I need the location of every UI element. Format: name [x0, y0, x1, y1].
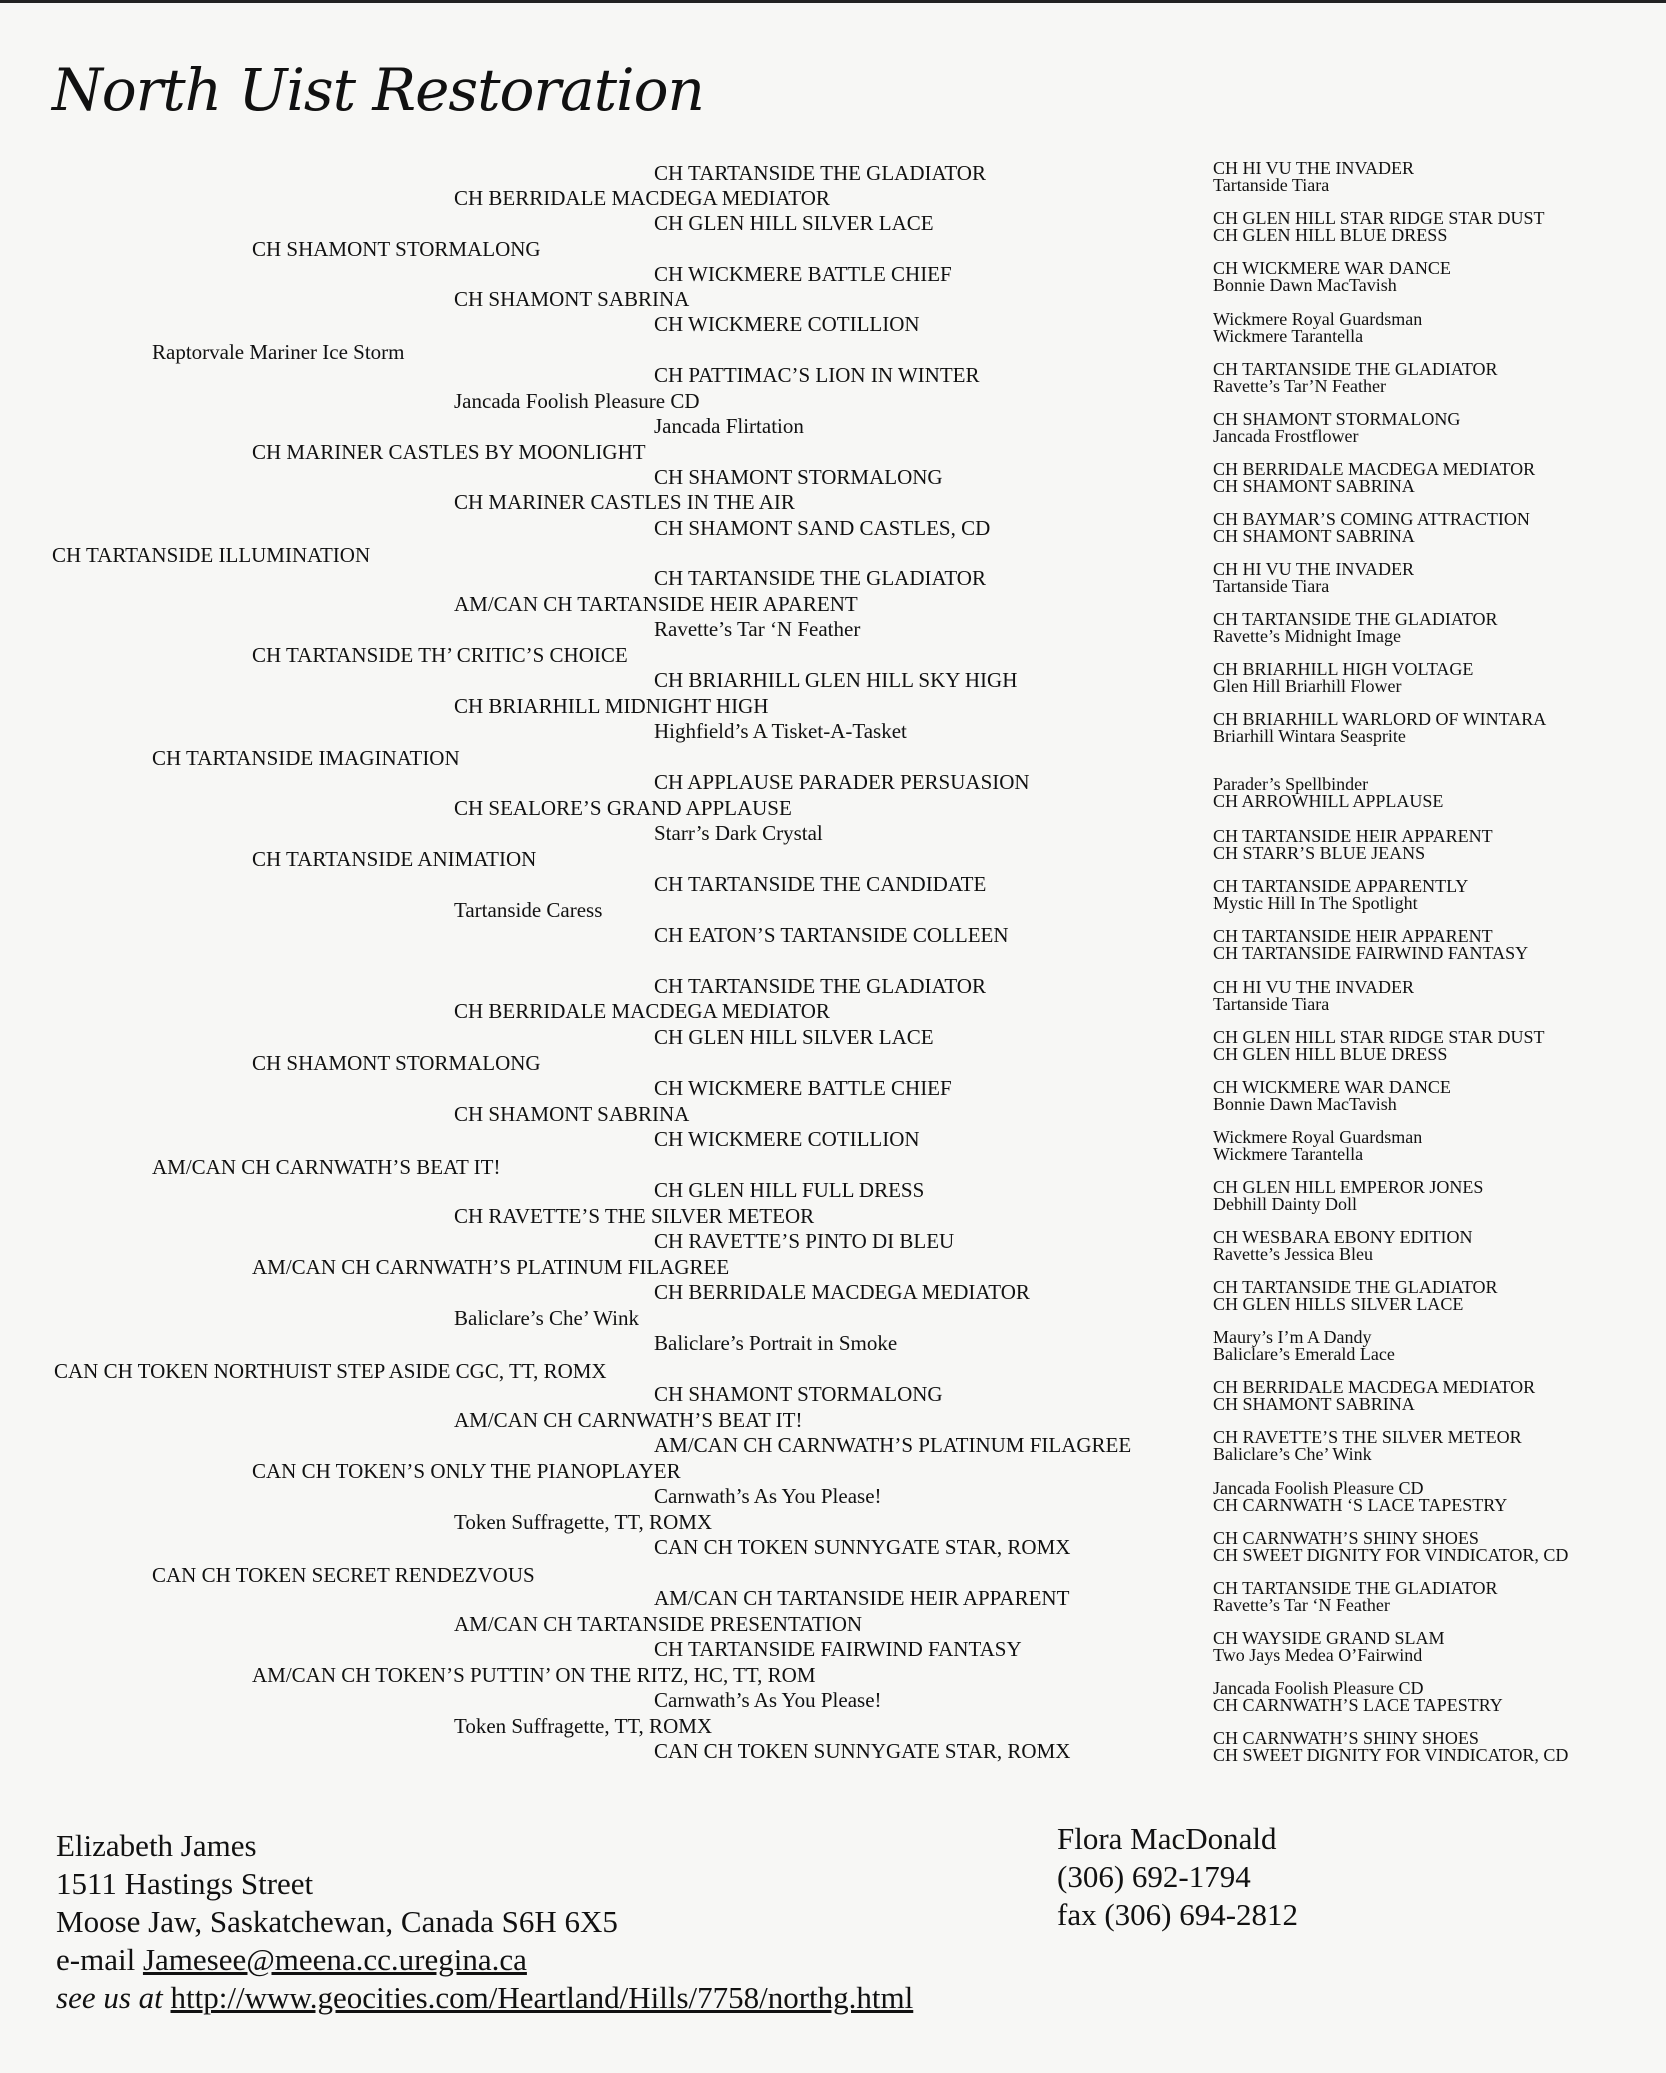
ancestor-sire: CH TARTANSIDE APPARENTLY — [1213, 876, 1469, 896]
pedigree-entry: Carnwath’s As You Please! — [654, 1484, 882, 1508]
contact-fax: fax (306) 694-2812 — [1057, 1897, 1299, 1932]
ancestor-dam: CH SWEET DIGNITY FOR VINDICATOR, CD — [1213, 1745, 1569, 1765]
pedigree-entry: CAN CH TOKEN’S ONLY THE PIANOPLAYER — [252, 1459, 681, 1483]
pedigree-entry: AM/CAN CH CARNWATH’S PLATINUM FILAGREE — [252, 1255, 730, 1279]
ancestor-sire: CH BRIARHILL HIGH VOLTAGE — [1213, 659, 1474, 679]
pedigree-entry: AM/CAN CH TOKEN’S PUTTIN’ ON THE RITZ, HC, TT, ROM — [252, 1663, 816, 1687]
ancestor-sire: CH GLEN HILL STAR RIDGE STAR DUST — [1213, 1027, 1545, 1047]
ancestor-dam: CH ARROWHILL APPLAUSE — [1213, 791, 1444, 811]
contact-street: 1511 Hastings Street — [56, 1866, 314, 1901]
pedigree-entry: CH TARTANSIDE ILLUMINATION — [52, 543, 371, 567]
website-link[interactable]: http://www.geocities.com/Heartland/Hills/7758/northg.html — [170, 1980, 914, 2015]
pedigree-entry: CH PATTIMAC’S LION IN WINTER — [654, 363, 980, 387]
ancestor-pair — [1213, 561, 1414, 595]
ancestor-pair — [1213, 260, 1451, 294]
pedigree-entry: CH SHAMONT SABRINA — [454, 287, 690, 311]
ancestor-pair — [1213, 361, 1498, 395]
pedigree-entry: AM/CAN CH CARNWATH’S PLATINUM FILAGREE — [654, 1433, 1132, 1457]
ancestor-pair — [1213, 1179, 1483, 1213]
ancestor-sire: CH HI VU THE INVADER — [1213, 158, 1415, 178]
ancestor-pair — [1213, 1730, 1568, 1764]
ancestor-sire: CH TARTANSIDE THE GLADIATOR — [1213, 1277, 1498, 1297]
ancestor-pair — [1213, 1530, 1568, 1564]
contact-left — [56, 1827, 913, 2017]
contact-phone: (306) 692-1794 — [1057, 1859, 1251, 1894]
ancestor-pair — [1213, 1580, 1498, 1614]
ancestor-pair — [1213, 1379, 1535, 1413]
ancestor-dam: Ravette’s Midnight Image — [1213, 626, 1401, 646]
pedigree-entry: CH RAVETTE’S THE SILVER METEOR — [454, 1204, 815, 1228]
pedigree-entry: CH BERRIDALE MACDEGA MEDIATOR — [454, 186, 830, 210]
ancestor-sire: CH WAYSIDE GRAND SLAM — [1213, 1628, 1445, 1648]
ancestor-dam: Wickmere Tarantella — [1213, 1144, 1364, 1164]
pedigree-entry: CH APPLAUSE PARADER PERSUASION — [654, 770, 1030, 794]
ancestor-dam: CH GLEN HILLS SILVER LACE — [1213, 1294, 1464, 1314]
pedigree-entry: CH TARTANSIDE ANIMATION — [252, 847, 537, 871]
pedigree-entry: CH GLEN HILL SILVER LACE — [654, 211, 934, 235]
top-border-line — [0, 0, 1666, 3]
ancestor-pair — [1213, 661, 1473, 695]
ancestor-pair — [1213, 878, 1468, 912]
ancestor-pair — [1213, 979, 1414, 1013]
pedigree-entry: CH BRIARHILL GLEN HILL SKY HIGH — [654, 668, 1018, 692]
ancestor-sire: CH BERRIDALE MACDEGA MEDIATOR — [1213, 459, 1536, 479]
pedigree-entry: CH WICKMERE COTILLION — [654, 312, 920, 336]
ancestor-sire: CH HI VU THE INVADER — [1213, 559, 1415, 579]
ancestor-dam: CH STARR’S BLUE JEANS — [1213, 843, 1426, 863]
pedigree-entry: CH TARTANSIDE THE GLADIATOR — [654, 974, 986, 998]
pedigree-entry: CH SEALORE’S GRAND APPLAUSE — [454, 796, 792, 820]
pedigree-entry: CH GLEN HILL SILVER LACE — [654, 1025, 934, 1049]
pedigree-entry: CH WICKMERE BATTLE CHIEF — [654, 262, 952, 286]
pedigree-entry: AM/CAN CH TARTANSIDE PRESENTATION — [454, 1612, 863, 1636]
ancestor-sire: Parader’s Spellbinder — [1213, 774, 1369, 794]
ancestor-dam: CH SHAMONT SABRINA — [1213, 476, 1415, 496]
pedigree-entry: CH TARTANSIDE FAIRWIND FANTASY — [654, 1637, 1022, 1661]
ancestor-sire: CH TARTANSIDE THE GLADIATOR — [1213, 359, 1498, 379]
pedigree-entry: Token Suffragette, TT, ROMX — [454, 1510, 713, 1534]
pedigree-entry: Baliclare’s Portrait in Smoke — [654, 1331, 898, 1355]
email-line — [56, 1941, 913, 1979]
pedigree-entry: AM/CAN CH TARTANSIDE HEIR APPARENT — [654, 1586, 1070, 1610]
pedigree-entry: CH TARTANSIDE TH’ CRITIC’S CHOICE — [252, 643, 628, 667]
pedigree-entry: Tartanside Caress — [454, 898, 603, 922]
ancestor-pair — [1213, 160, 1414, 194]
ancestor-sire: Wickmere Royal Guardsman — [1213, 309, 1423, 329]
pedigree-entry: CH MARINER CASTLES IN THE AIR — [454, 490, 795, 514]
ancestor-sire: CH WICKMERE WAR DANCE — [1213, 258, 1451, 278]
ancestor-pair — [1213, 711, 1546, 745]
pedigree-entry: CH BERRIDALE MACDEGA MEDIATOR — [454, 999, 830, 1023]
ancestor-pair — [1213, 1129, 1422, 1163]
ancestor-dam: CH SWEET DIGNITY FOR VINDICATOR, CD — [1213, 1545, 1569, 1565]
pedigree-entry: AM/CAN CH CARNWATH’S BEAT IT! — [454, 1408, 803, 1432]
ancestor-pair — [1213, 1029, 1544, 1063]
pedigree-entry: CAN CH TOKEN NORTHUIST STEP ASIDE CGC, TT, ROMX — [54, 1359, 607, 1383]
pedigree-entry: Jancada Foolish Pleasure CD — [454, 389, 700, 413]
ancestor-sire: CH GLEN HILL EMPEROR JONES — [1213, 1177, 1484, 1197]
ancestor-pair — [1213, 828, 1493, 862]
pedigree-entry: CH SHAMONT SAND CASTLES, CD — [654, 516, 991, 540]
ancestor-dam: Wickmere Tarantella — [1213, 326, 1364, 346]
ancestor-dam: Baliclare’s Emerald Lace — [1213, 1344, 1395, 1364]
ancestor-sire: CH WICKMERE WAR DANCE — [1213, 1077, 1451, 1097]
pedigree-entry: AM/CAN CH TARTANSIDE HEIR APARENT — [454, 592, 858, 616]
pedigree-entry: CH SHAMONT SABRINA — [454, 1102, 690, 1126]
contact-city: Moose Jaw, Saskatchewan, Canada S6H 6X5 — [56, 1904, 618, 1939]
ancestor-sire: CH RAVETTE’S THE SILVER METEOR — [1213, 1427, 1522, 1447]
ancestor-pair — [1213, 1079, 1451, 1113]
pedigree-entry: CH SHAMONT STORMALONG — [654, 465, 943, 489]
pedigree-entry: CH GLEN HILL FULL DRESS — [654, 1178, 925, 1202]
ancestor-dam: Glen Hill Briarhill Flower — [1213, 676, 1402, 696]
ancestor-pair — [1213, 1229, 1473, 1263]
ancestor-sire: Jancada Foolish Pleasure CD — [1213, 1478, 1424, 1498]
ancestor-sire: CH GLEN HILL STAR RIDGE STAR DUST — [1213, 208, 1545, 228]
ancestor-pair — [1213, 1429, 1522, 1463]
pedigree-entry: Starr’s Dark Crystal — [654, 821, 823, 845]
contact-name: Elizabeth James — [56, 1828, 257, 1863]
ancestor-pair — [1213, 1329, 1395, 1363]
ancestor-sire: Maury’s I’m A Dandy — [1213, 1327, 1372, 1347]
pedigree-entry: CH EATON’S TARTANSIDE COLLEEN — [654, 923, 1009, 947]
pedigree-entry: CH TARTANSIDE THE GLADIATOR — [654, 161, 986, 185]
pedigree-entry: CH MARINER CASTLES BY MOONLIGHT — [252, 440, 646, 464]
pedigree-entry: Carnwath’s As You Please! — [654, 1688, 882, 1712]
ancestor-sire: CH TARTANSIDE HEIR APPARENT — [1213, 826, 1493, 846]
ancestor-dam: Baliclare’s Che’ Wink — [1213, 1444, 1372, 1464]
pedigree-entry: CAN CH TOKEN SUNNYGATE STAR, ROMX — [654, 1739, 1071, 1763]
ancestor-dam: Ravette’s Tar ‘N Feather — [1213, 1595, 1390, 1615]
pedigree-entry: CAN CH TOKEN SECRET RENDEZVOUS — [152, 1563, 535, 1587]
ancestor-sire: Jancada Foolish Pleasure CD — [1213, 1678, 1424, 1698]
email-label: e-mail — [56, 1942, 143, 1977]
pedigree-entry: CH TARTANSIDE THE CANDIDATE — [654, 872, 987, 896]
ancestor-dam: Bonnie Dawn MacTavish — [1213, 275, 1397, 295]
pedigree-entry: Raptorvale Mariner Ice Storm — [152, 340, 405, 364]
pedigree-entry: Ravette’s Tar ‘N Feather — [654, 617, 861, 641]
ancestor-dam: Mystic Hill In The Spotlight — [1213, 893, 1418, 913]
ancestor-dam: Tartanside Tiara — [1213, 994, 1330, 1014]
contact-name: Flora MacDonald — [1057, 1821, 1277, 1856]
ancestor-sire: Wickmere Royal Guardsman — [1213, 1127, 1423, 1147]
pedigree-entry: AM/CAN CH CARNWATH’S BEAT IT! — [152, 1155, 501, 1179]
ancestor-pair — [1213, 1279, 1498, 1313]
pedigree-entry: Jancada Flirtation — [654, 414, 804, 438]
pedigree-entry: CH RAVETTE’S PINTO DI BLEU — [654, 1229, 955, 1253]
ancestor-pair — [1213, 928, 1528, 962]
ancestor-dam: CH CARNWATH ‘S LACE TAPESTRY — [1213, 1495, 1508, 1515]
ancestor-sire: CH TARTANSIDE THE GLADIATOR — [1213, 609, 1498, 629]
ancestor-dam: CH TARTANSIDE FAIRWIND FANTASY — [1213, 943, 1529, 963]
ancestor-dam: Bonnie Dawn MacTavish — [1213, 1094, 1397, 1114]
ancestor-sire: CH TARTANSIDE HEIR APPARENT — [1213, 926, 1493, 946]
ancestor-dam: Jancada Frostflower — [1213, 426, 1359, 446]
ancestor-pair — [1213, 776, 1443, 810]
ancestor-dam: CH SHAMONT SABRINA — [1213, 526, 1415, 546]
ancestor-pair — [1213, 1480, 1507, 1514]
ancestor-dam: CH SHAMONT SABRINA — [1213, 1394, 1415, 1414]
page-title: North Uist Restoration — [52, 56, 704, 124]
pedigree-entry: CH BRIARHILL MIDNIGHT HIGH — [454, 694, 769, 718]
website-label: see us at — [56, 1980, 171, 2015]
pedigree-entry: CAN CH TOKEN SUNNYGATE STAR, ROMX — [654, 1535, 1071, 1559]
ancestor-pair — [1213, 1680, 1503, 1714]
ancestor-pair — [1213, 411, 1460, 445]
ancestor-dam: Tartanside Tiara — [1213, 576, 1330, 596]
ancestor-sire: CH TARTANSIDE THE GLADIATOR — [1213, 1578, 1498, 1598]
pedigree-entry: CH TARTANSIDE IMAGINATION — [152, 746, 460, 770]
ancestor-pair — [1213, 311, 1422, 345]
ancestor-sire: CH WESBARA EBONY EDITION — [1213, 1227, 1473, 1247]
contact-right — [1057, 1820, 1298, 1934]
ancestor-sire: CH SHAMONT STORMALONG — [1213, 409, 1461, 429]
pedigree-entry: CH TARTANSIDE THE GLADIATOR — [654, 566, 986, 590]
pedigree-entry: CH SHAMONT STORMALONG — [252, 237, 541, 261]
pedigree-entry: Highfield’s A Tisket-A-Tasket — [654, 719, 907, 743]
ancestor-sire: CH BERRIDALE MACDEGA MEDIATOR — [1213, 1377, 1536, 1397]
ancestor-pair — [1213, 611, 1498, 645]
ancestor-dam: Ravette’s Jessica Bleu — [1213, 1244, 1373, 1264]
ancestor-dam: Ravette’s Tar’N Feather — [1213, 376, 1387, 396]
pedigree-entry: CH WICKMERE BATTLE CHIEF — [654, 1076, 952, 1100]
ancestor-dam: Tartanside Tiara — [1213, 175, 1330, 195]
ancestor-sire: CH BAYMAR’S COMING ATTRACTION — [1213, 509, 1530, 529]
ancestor-dam: CH CARNWATH’S LACE TAPESTRY — [1213, 1695, 1503, 1715]
ancestor-pair — [1213, 511, 1530, 545]
ancestor-sire: CH CARNWATH’S SHINY SHOES — [1213, 1728, 1479, 1748]
pedigree-entry: Baliclare’s Che’ Wink — [454, 1306, 639, 1330]
ancestor-sire: CH HI VU THE INVADER — [1213, 977, 1415, 997]
ancestor-dam: CH GLEN HILL BLUE DRESS — [1213, 225, 1448, 245]
pedigree-entry: CH SHAMONT STORMALONG — [252, 1051, 541, 1075]
ancestor-pair — [1213, 210, 1544, 244]
pedigree-entry: CH WICKMERE COTILLION — [654, 1127, 920, 1151]
ancestor-sire: CH BRIARHILL WARLORD OF WINTARA — [1213, 709, 1547, 729]
ancestor-dam: Briarhill Wintara Seasprite — [1213, 726, 1406, 746]
pedigree-entry: CH BERRIDALE MACDEGA MEDIATOR — [654, 1280, 1030, 1304]
pedigree-entry: CH SHAMONT STORMALONG — [654, 1382, 943, 1406]
ancestor-dam: CH GLEN HILL BLUE DRESS — [1213, 1044, 1448, 1064]
ancestor-dam: Debhill Dainty Doll — [1213, 1194, 1357, 1214]
pedigree-entry: Token Suffragette, TT, ROMX — [454, 1714, 713, 1738]
email-link[interactable]: Jamesee@meena.cc.uregina.ca — [142, 1942, 527, 1977]
ancestor-sire: CH CARNWATH’S SHINY SHOES — [1213, 1528, 1479, 1548]
website-line — [56, 1979, 913, 2017]
ancestor-pair — [1213, 1630, 1445, 1664]
ancestor-dam: Two Jays Medea O’Fairwind — [1213, 1645, 1423, 1665]
ancestor-pair — [1213, 461, 1535, 495]
